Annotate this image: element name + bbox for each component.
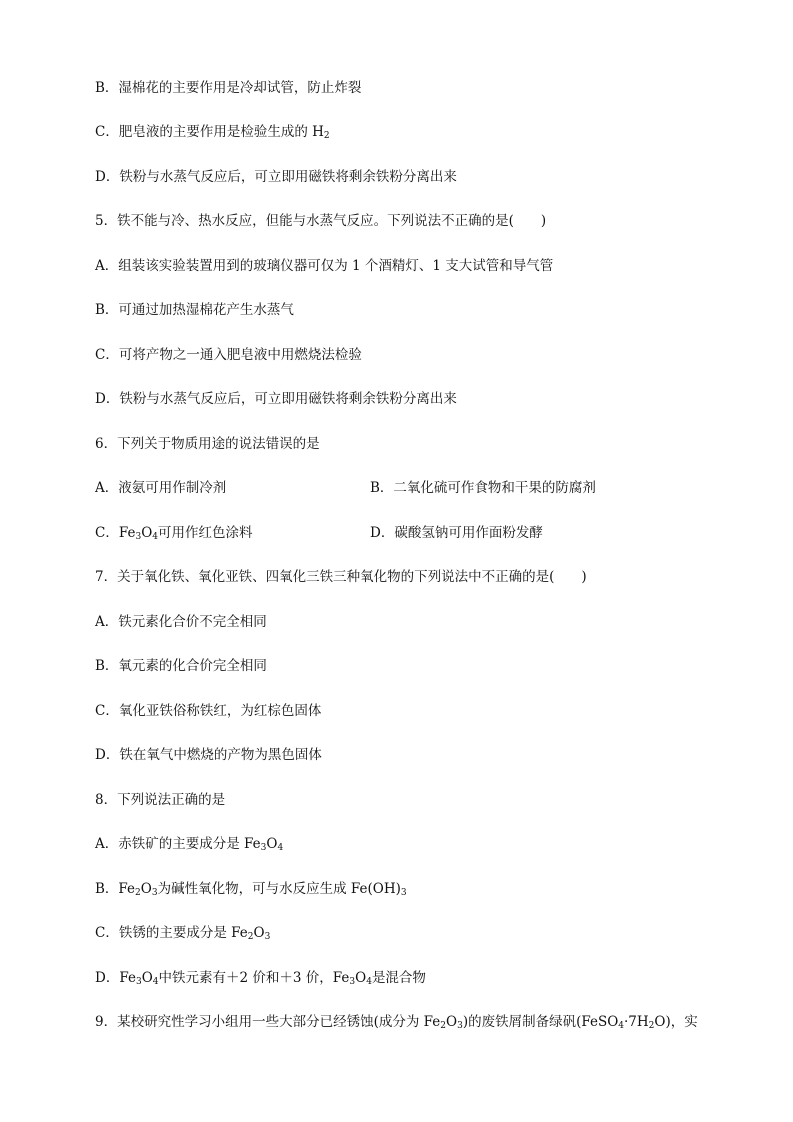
q4-option-d: D．铁粉与水蒸气反应后，可立即用磁铁将剩余铁粉分离出来 bbox=[95, 169, 457, 185]
q6-option-a: A．液氨可用作制冷剂 bbox=[95, 480, 227, 496]
q5-option-b: B．可通过加热湿棉花产生水蒸气 bbox=[95, 302, 294, 318]
q7-option-a: A．铁元素化合价不完全相同 bbox=[95, 614, 267, 630]
q8-option-a: A．赤铁矿的主要成分是 $Fe_3O_4$ bbox=[95, 836, 284, 853]
q8-option-d: D．$Fe_3O_4$中铁元素有＋2 价和＋3 价，$Fe_3O_4$是混合物 bbox=[95, 970, 426, 987]
q6-stem: 6．下列关于物质用途的说法错误的是 bbox=[95, 436, 320, 452]
q9-stem: 9．某校研究性学习小组用一些大部分已经锈蚀(成分为 $Fe_2O_3$)的废铁屑制备绿矾$(FeSO_4\cdot 7H_2O)$，实 bbox=[95, 1014, 698, 1031]
q6-option-c: C．$Fe_3O_4$可用作红色涂料 bbox=[95, 525, 253, 542]
q5-option-a: A．组装该实验装置用到的玻璃仪器可仅为 1 个酒精灯、1 支大试管和导气管 bbox=[95, 258, 554, 274]
q7-option-c: C．氧化亚铁俗称铁红，为红棕色固体 bbox=[95, 703, 322, 719]
q4-option-c: C．肥皂液的主要作用是检验生成的 $H_2$ bbox=[95, 124, 330, 141]
q5-option-d: D．铁粉与水蒸气反应后，可立即用磁铁将剩余铁粉分离出来 bbox=[95, 391, 457, 407]
q4-option-b: B．湿棉花的主要作用是冷却试管，防止炸裂 bbox=[95, 80, 362, 96]
q8-option-c: C．铁锈的主要成分是 $Fe_2O_3$ bbox=[95, 925, 271, 942]
q8-stem: 8．下列说法正确的是 bbox=[95, 792, 226, 808]
q6-option-b: B．二氧化硫可作食物和干果的防腐剂 bbox=[370, 480, 596, 496]
q5-stem: 5．铁不能与冷、热水反应，但能与水蒸气反应。下列说法不正确的是( ) bbox=[95, 213, 547, 229]
q7-option-d: D．铁在氧气中燃烧的产物为黑色固体 bbox=[95, 747, 322, 763]
q8-option-b: B．$Fe_2O_3$为碱性氧化物，可与水反应生成 $Fe(OH)_3$ bbox=[95, 881, 407, 898]
q6-option-d: D．碳酸氢钠可用作面粉发酵 bbox=[370, 525, 543, 541]
q7-stem: 7．关于氧化铁、氧化亚铁、四氧化三铁三种氧化物的下列说法中不正确的是( ) bbox=[95, 569, 587, 585]
q5-option-c: C．可将产物之一通入肥皂液中用燃烧法检验 bbox=[95, 347, 362, 363]
q7-option-b: B．氧元素的化合价完全相同 bbox=[95, 658, 267, 674]
